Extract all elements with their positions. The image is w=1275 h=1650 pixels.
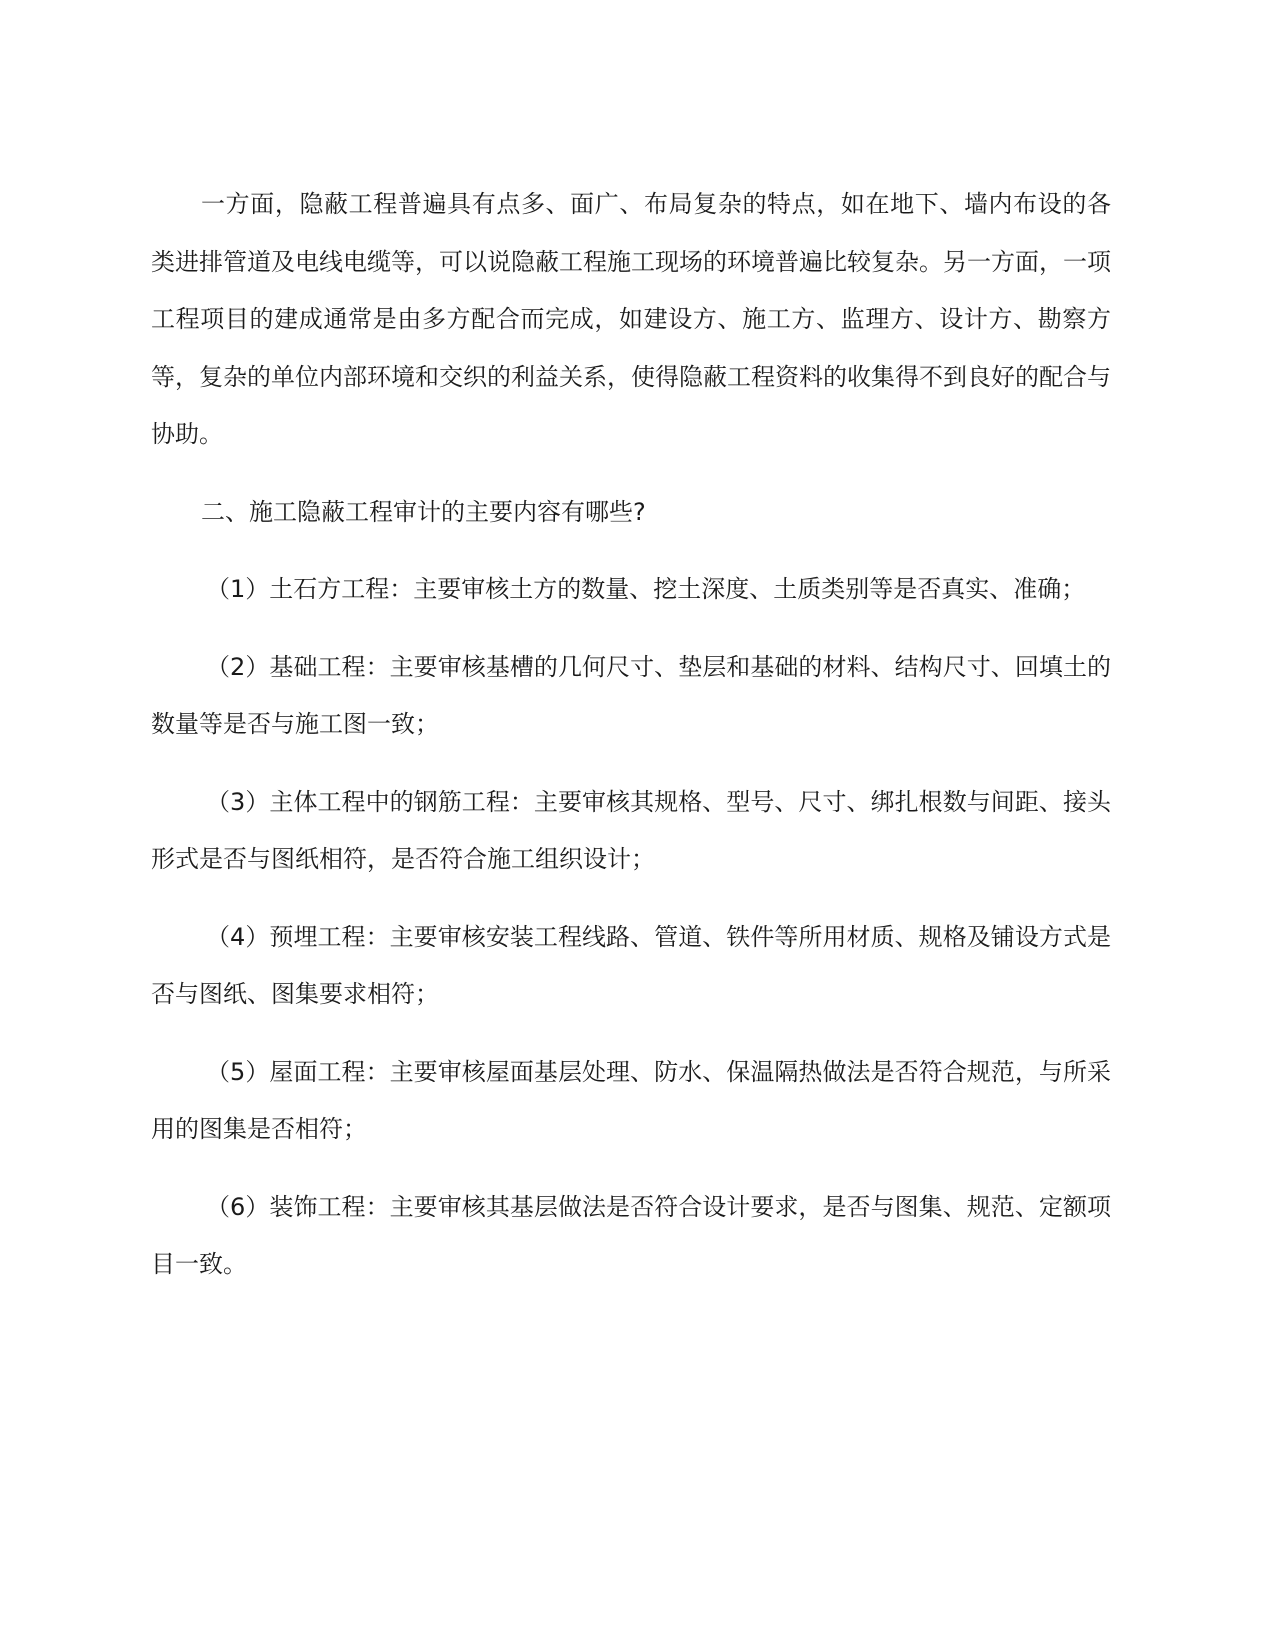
list-item-4: （4）预埋工程：主要审核安装工程线路、管道、铁件等所用材质、规格及铺设方式是否与图纸、图集要求相符； — [151, 922, 1111, 1008]
section-heading: 二、施工隐蔽工程审计的主要内容有哪些? — [201, 497, 646, 526]
list-item-2: （2）基础工程：主要审核基槽的几何尺寸、垫层和基础的材料、结构尺寸、回填土的数量等是否与施工图一致； — [151, 652, 1111, 738]
document-page — [151, 176, 1111, 1294]
list-item-1: （1）土石方工程：主要审核土方的数量、挖土深度、土质类别等是否真实、准确； — [206, 575, 1086, 603]
list-item-5: （5）屋面工程：主要审核屋面基层处理、防水、保温隔热做法是否符合规范，与所采用的图集是否相符； — [151, 1057, 1111, 1143]
list-item-6: （6）装饰工程：主要审核其基层做法是否符合设计要求，是否与图集、规范、定额项目一致。 — [151, 1192, 1111, 1278]
list-item-3: （3）主体工程中的钢筋工程：主要审核其规格、型号、尺寸、绑扎根数与间距、接头形式是否与图纸相符，是否符合施工组织设计； — [151, 787, 1111, 873]
intro-paragraph: 一方面，隐蔽工程普遍具有点多、面广、布局复杂的特点，如在地下、墙内布设的各类进排管道及电线电缆等，可以说隐蔽工程施工现场的环境普遍比较复杂。另一方面，一项工程项目的建成通常是由多方配合而完成，如建设方、施工方、监理方、设计方、勘察方等，复杂的单位内部环境和交织的利益关系，使得隐蔽工程资料的收集得不到良好的配合与协助。 — [151, 190, 1111, 448]
